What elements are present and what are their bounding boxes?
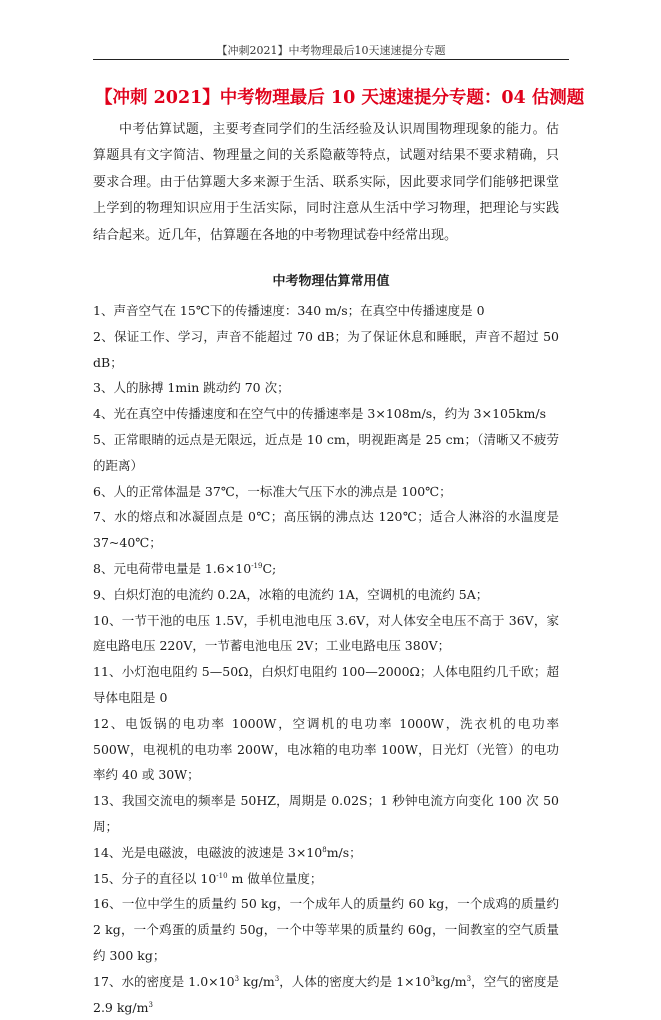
list-item: 3、人的脉搏 1min 跳动约 70 次； bbox=[93, 380, 290, 396]
list-item: 17、水的密度是 $1.0\times 10^3$ $kg/m^3$，人体的密度大约是 $1\times 10^3kg/m^3$，空气的密度是 2.9 $kg/m^3$ bbox=[93, 973, 559, 1015]
header-rule bbox=[93, 59, 569, 60]
page-header: 【冲刺2021】中考物理最后10天速速提分专题 bbox=[216, 44, 446, 57]
intro-paragraph: 中考估算试题，主要考查同学们的生活经验及认识周围物理现象的能力。估算题具有文字简洁、物理量之间的关系隐蔽等特点，试题对结果不要求精确，只要求合理。由于估算题大多来源于生活、联系实际，因此要求同学们能够把课堂上学到的物理知识应用于生活实际，同时注意从生活中学习物理，把理论与实践结合起来。近几年，估算题在各地的中考物理试卷中经常出现。 bbox=[93, 122, 559, 243]
list-item: 9、白炽灯泡的电流约 0.2A，冰箱的电流约 1A，空调机的电流约 5A； bbox=[93, 586, 489, 602]
list-item: 2、保证工作、学习，声音不能超过 70 dB；为了保证休息和睡眠，声音不超过 50 dB； bbox=[93, 328, 559, 370]
list-item: 5、正常眼睛的远点是无限远，近点是 10 cm，明视距离是 25 cm；（清晰又不疲劳的距离） bbox=[93, 431, 559, 473]
list-item: 16、一位中学生的质量约 50 kg，一个成年人的质量约 60 kg，一个成鸡的质量约 2 kg，一个鸡蛋的质量约 50g，一个中等苹果的质量约 60g，一间教室的空气质量约 300 kg； bbox=[93, 896, 559, 963]
list-item: 7、水的熔点和冰凝固点是 0℃；高压锅的沸点达 120℃；适合人淋浴的水温度是 37~40℃； bbox=[93, 509, 559, 551]
list-item: 4、光在真空中传播速度和在空气中的传播速率是 3×108m/s，约为 3×105km/s bbox=[93, 406, 547, 422]
list-item: 6、人的正常体温是 37℃，一标准大气压下水的沸点是 100℃； bbox=[93, 483, 452, 499]
section-title: 中考物理估算常用值 bbox=[272, 274, 390, 289]
list-item: 1、声音空气在 15℃下的传播速度：340 m/s；在真空中传播速度是 0 bbox=[93, 303, 485, 318]
estimate-list bbox=[93, 298, 559, 1020]
list-item: 12、电饭锅的电功率 1000W，空调机的电功率 1000W，洗衣机的电功率 500W，电视机的电功率 200W，电冰箱的电功率 100W，日光灯（光管）的电功率约 40 或 30W； bbox=[93, 715, 559, 783]
list-item: 10、一节干池的电压 1.5V，手机电池电压 3.6V，对人体安全电压不高于 36V，家庭电路电压 220V，一节蓄电池电压 2V；工业电路电压 380V； bbox=[93, 612, 559, 654]
list-item: 11、小灯泡电阻约 5—50Ω，白炽灯电阻约 100—2000Ω；人体电阻约几千欧；超导体电阻是 0 bbox=[93, 664, 559, 705]
list-item: 13、我国交流电的频率是 50HZ，周期是 0.02S；1 秒钟电流方向变化 100 次 50 周； bbox=[93, 793, 559, 834]
list-item: 8、元电荷带电量是 $1.6\times 10^{-19}C$; bbox=[93, 560, 277, 576]
list-item: 15、分子的直径以 $10^{-10}$ m 做单位量度； bbox=[93, 870, 323, 886]
list-item: 14、光是电磁波，电磁波的波速是 $3\times 10^8m/s$； bbox=[93, 844, 362, 860]
document-title: 【冲刺 2021】中考物理最后 10 天速速提分专题：04 估测题 bbox=[95, 88, 585, 108]
